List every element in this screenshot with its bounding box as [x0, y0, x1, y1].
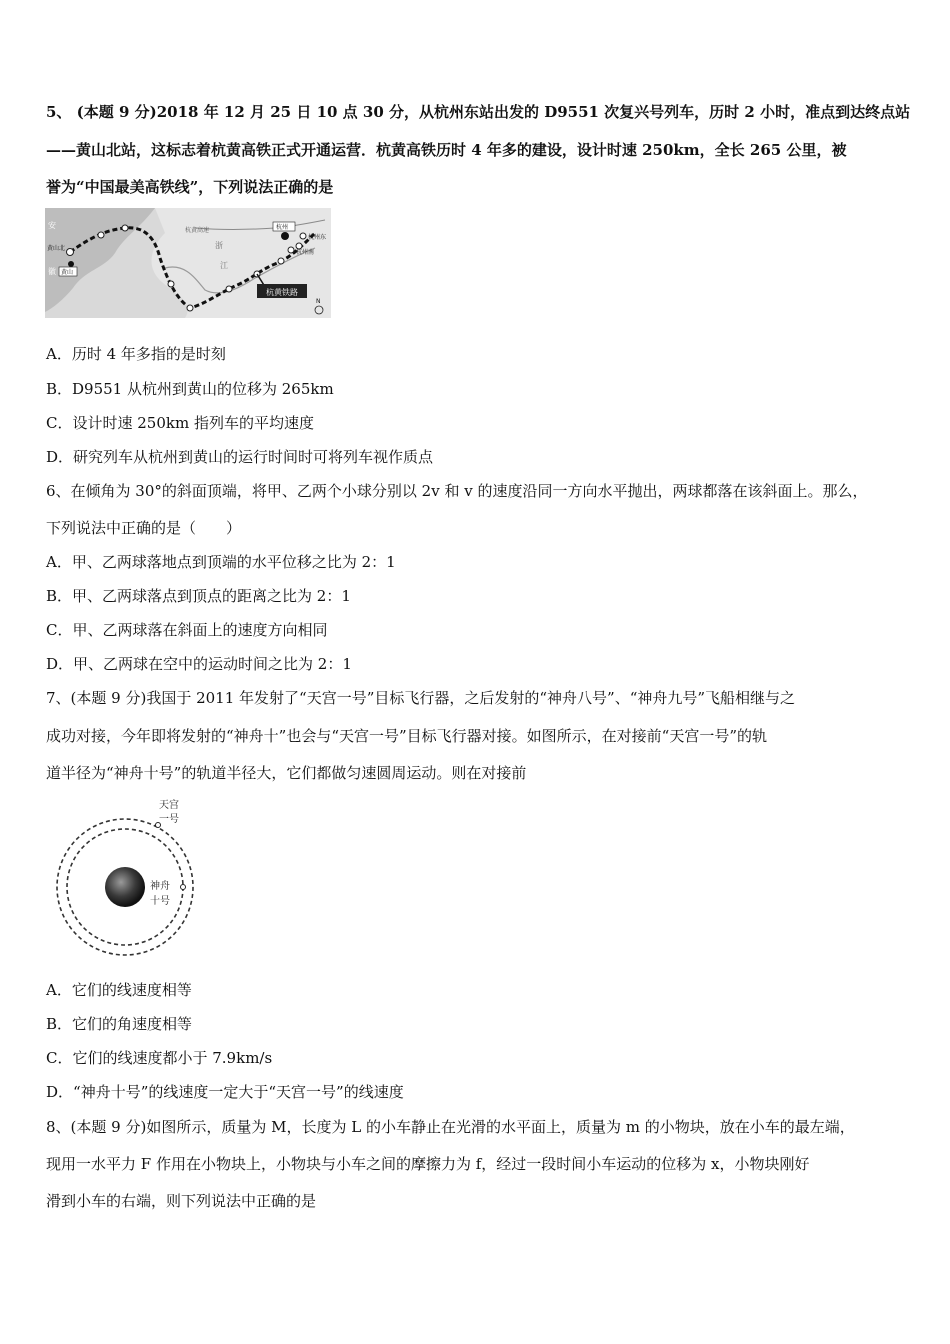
shenzhou-label-2: 十号 [150, 896, 170, 907]
q6-option-a: A．甲、乙两球落地点到顶端的水平位移之比为 2：1 [46, 553, 396, 571]
map-label-huangshan: 黄山 [61, 269, 74, 276]
q7-option-b: B．它们的角速度相等 [46, 1015, 193, 1033]
map-label-hangzhou-nan: 杭州南 [296, 249, 315, 256]
q6-stem-line-2: 下列说法中正确的是（ ） [46, 519, 242, 537]
q6-option-b: B．甲、乙两球落点到顶点的距离之比为 2：1 [46, 587, 351, 605]
q5-stem-line-1: 5、 (本题 9 分)2018 年 12 月 25 日 10 点 30 分，从杭州东站出发的 D9551 次复兴号列车，历时 2 小时，准点到达终点站 [46, 103, 911, 121]
q6-option-c: C．甲、乙两球落在斜面上的速度方向相同 [46, 621, 328, 639]
q7-option-d: D．“神舟十号”的线速度一定大于“天宫一号”的线速度 [46, 1083, 404, 1101]
map-label-north: N [316, 298, 321, 305]
map-label-zhe: 浙 [215, 241, 223, 250]
map-label-railway: 杭黄铁路 [266, 288, 298, 297]
q7-stem-line-3: 道半径为“神舟十号”的轨道半径大，它们都做匀速圆周运动。则在对接前 [46, 764, 527, 782]
q6-stem-line-1: 6、在倾角为 30°的斜面顶端，将甲、乙两个小球分别以 2v 和 v 的速度沿同一方向水平抛出，两球都落在该斜面上。那么， [46, 482, 868, 500]
tiangong-label-2: 一号 [159, 814, 179, 825]
q7-stem-line-2: 成功对接，今年即将发射的“神舟十”也会与“天宫一号”目标飞行器对接。如图所示，在对接前“天宫一号”的轨 [46, 727, 768, 745]
q6-option-d: D．甲、乙两球在空中的运动时间之比为 2：1 [46, 655, 352, 673]
q8-stem-line-3: 滑到小车的右端，则下列说法中正确的是 [46, 1192, 317, 1210]
earth [105, 867, 145, 907]
map-label-an: 安 [48, 221, 56, 230]
q7-stem-line-1: 7、(本题 9 分)我国于 2011 年发射了“天宫一号”目标飞行器，之后发射的“神舟八号”、“神舟九号”飞船相继与之 [46, 689, 796, 707]
q5-stem-line-3: 誉为“中国最美高铁线”，下列说法正确的是 [46, 178, 334, 196]
q8-stem-line-2: 现用一水平力 F 作用在小物块上，小物块与小车之间的摩擦力为 f，经过一段时间小车运动的位移为 x，小物块刚好 [46, 1155, 810, 1173]
orbit-diagram [52, 792, 202, 960]
q5-option-d: D．研究列车从杭州到黄山的运行时间时可将列车视作质点 [46, 448, 434, 466]
tiangong-label-1: 天宫 [159, 800, 179, 811]
q7-option-c: C．它们的线速度都小于 7.9km/s [46, 1049, 273, 1067]
map-label-hui: 徽 [48, 267, 56, 276]
q7-option-a: A．它们的线速度相等 [46, 981, 192, 999]
shenzhou-label-1: 神舟 [150, 881, 170, 892]
q5-stem-line-2: ——黄山北站，这标志着杭黄高铁正式开通运营．杭黄高铁历时 4 年多的建设，设计时速 250km，全长 265 公里，被 [46, 141, 847, 159]
q5-option-a: A．历时 4 年多指的是时刻 [46, 345, 226, 363]
q5-option-c: C．设计时速 250km 指列车的平均速度 [46, 414, 314, 432]
map-label-huangshan-bei: 黄山北 [47, 245, 66, 252]
q8-stem-line-1: 8、(本题 9 分)如图所示，质量为 M，长度为 L 的小车静止在光滑的水平面上，质量为 m 的小物块，放在小车的最左端， [46, 1118, 855, 1136]
shenzhou-satellite [181, 885, 186, 890]
map-label-highway: 杭黄高速 [185, 227, 210, 234]
q5-option-b: B．D9551 从杭州到黄山的位移为 265km [46, 380, 334, 398]
hangzhou-huangshan-railway-map [45, 208, 331, 318]
map-label-hangzhou: 杭州 [276, 224, 289, 231]
map-label-jiang: 江 [220, 261, 228, 270]
map-label-hangzhou-dong: 杭州东 [308, 234, 327, 241]
